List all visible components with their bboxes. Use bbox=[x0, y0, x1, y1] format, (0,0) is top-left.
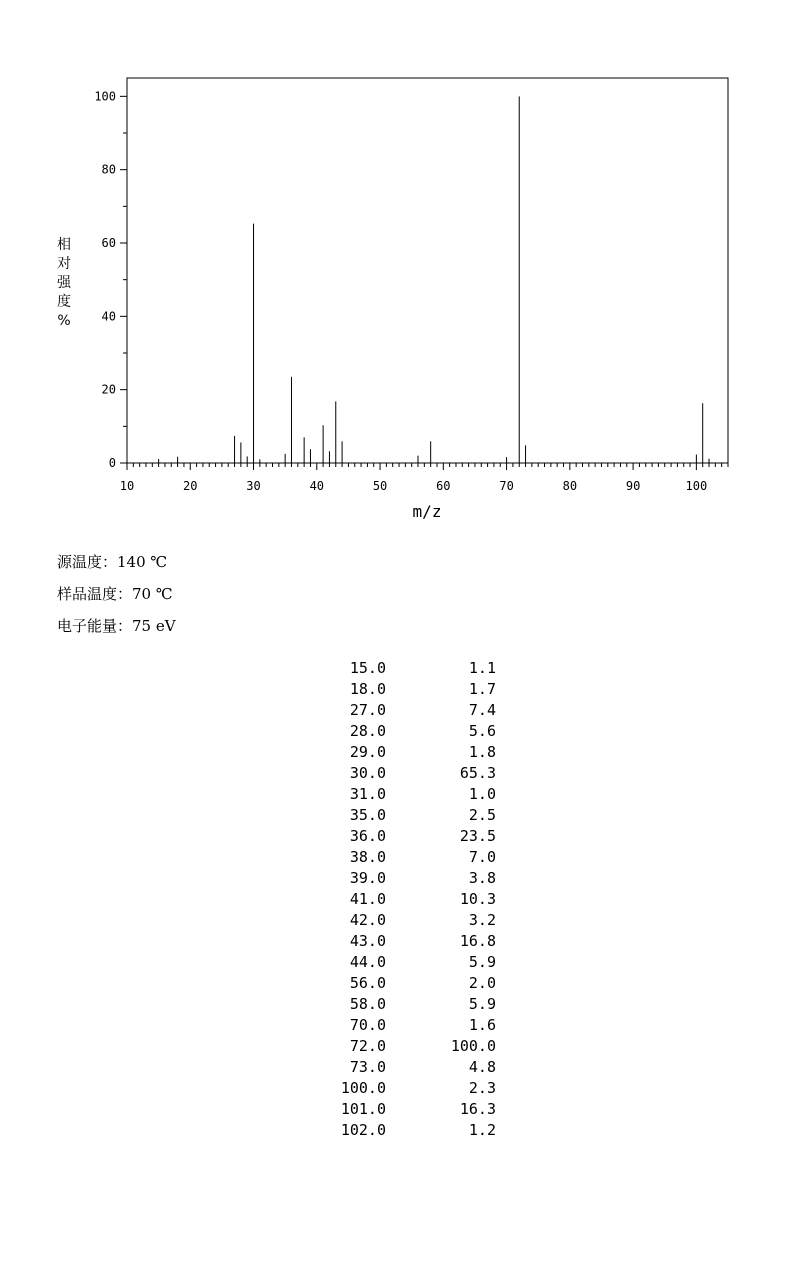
electron-energy: 电子能量：75 eV bbox=[57, 617, 176, 635]
table-row bbox=[300, 742, 496, 763]
mz-cell: 56.0 bbox=[349, 974, 386, 992]
x-tick-label: 50 bbox=[372, 479, 388, 493]
mz-cell: 35.0 bbox=[349, 806, 386, 824]
table-row bbox=[300, 679, 496, 700]
y-axis-title-char: 相 bbox=[57, 237, 71, 253]
intensity-cell: 1.6 bbox=[468, 1016, 496, 1034]
table-row bbox=[300, 847, 496, 868]
table-row bbox=[300, 910, 496, 931]
y-tick-label: 80 bbox=[101, 162, 116, 177]
mz-cell: 15.0 bbox=[349, 659, 386, 677]
peak-table bbox=[300, 658, 496, 1141]
table-row bbox=[300, 889, 496, 910]
y-axis-title bbox=[57, 236, 72, 329]
intensity-cell: 1.1 bbox=[468, 659, 496, 677]
mz-cell: 42.0 bbox=[349, 911, 386, 929]
y-tick-label: 100 bbox=[94, 89, 116, 104]
intensity-cell: 23.5 bbox=[459, 827, 496, 845]
table-row bbox=[300, 994, 496, 1015]
y-axis-title-char: 强 bbox=[57, 275, 71, 291]
x-tick-label: 10 bbox=[119, 479, 135, 493]
mz-cell: 28.0 bbox=[349, 722, 386, 740]
intensity-cell: 16.8 bbox=[459, 932, 496, 950]
table-row bbox=[300, 826, 496, 847]
table-row bbox=[300, 973, 496, 994]
mz-cell: 18.0 bbox=[349, 680, 386, 698]
mz-cell: 31.0 bbox=[349, 785, 386, 803]
table-row bbox=[300, 1057, 496, 1078]
table-row bbox=[300, 1015, 496, 1036]
mz-cell: 73.0 bbox=[349, 1058, 386, 1076]
table-row bbox=[300, 931, 496, 952]
intensity-cell: 3.2 bbox=[468, 911, 496, 929]
intensity-cell: 7.0 bbox=[468, 848, 496, 866]
mz-cell: 38.0 bbox=[349, 848, 386, 866]
table-row bbox=[300, 1078, 496, 1099]
mz-cell: 44.0 bbox=[349, 953, 386, 971]
x-tick-labels bbox=[120, 479, 707, 493]
y-axis-title-char: 度 bbox=[57, 294, 71, 310]
intensity-cell: 10.3 bbox=[459, 890, 496, 908]
table-row bbox=[300, 868, 496, 889]
mz-cell: 58.0 bbox=[349, 995, 386, 1013]
table-row bbox=[300, 721, 496, 742]
table-row bbox=[300, 763, 496, 784]
intensity-cell: 4.8 bbox=[468, 1058, 496, 1076]
sample-temperature: 样品温度：70 ℃ bbox=[57, 585, 173, 603]
y-axis-title-char: % bbox=[57, 313, 71, 329]
intensity-cell: 1.0 bbox=[468, 785, 496, 803]
table-row bbox=[300, 1099, 496, 1120]
y-tick-labels bbox=[94, 89, 116, 470]
axis-ticks bbox=[120, 96, 728, 470]
mz-cell: 29.0 bbox=[349, 743, 386, 761]
intensity-cell: 5.9 bbox=[468, 953, 496, 971]
table-row bbox=[300, 805, 496, 826]
intensity-cell: 1.8 bbox=[468, 743, 496, 761]
intensity-cell: 2.0 bbox=[468, 974, 496, 992]
mz-cell: 70.0 bbox=[349, 1016, 386, 1034]
peak-bars bbox=[159, 96, 709, 463]
mz-cell: 101.0 bbox=[340, 1100, 386, 1118]
intensity-cell: 5.6 bbox=[468, 722, 496, 740]
table-row bbox=[300, 1120, 496, 1141]
table-row bbox=[300, 1036, 496, 1057]
intensity-cell: 65.3 bbox=[459, 764, 496, 782]
intensity-cell: 5.9 bbox=[468, 995, 496, 1013]
x-tick-label: 80 bbox=[562, 479, 578, 493]
y-tick-label: 60 bbox=[101, 236, 116, 250]
intensity-cell: 1.2 bbox=[468, 1121, 496, 1139]
mz-cell: 36.0 bbox=[349, 827, 386, 845]
x-tick-label: 30 bbox=[246, 479, 261, 493]
x-tick-label: 90 bbox=[625, 479, 641, 493]
mz-cell: 102.0 bbox=[340, 1121, 386, 1139]
mz-cell: 30.0 bbox=[349, 764, 386, 782]
intensity-cell: 3.8 bbox=[468, 869, 496, 887]
x-tick-label: 60 bbox=[436, 479, 451, 493]
mz-cell: 43.0 bbox=[349, 932, 386, 950]
intensity-cell: 100.0 bbox=[450, 1037, 496, 1055]
x-tick-label: 20 bbox=[183, 479, 198, 493]
table-row bbox=[300, 952, 496, 973]
mz-cell: 41.0 bbox=[349, 890, 386, 908]
x-tick-label: 40 bbox=[309, 479, 325, 493]
x-tick-label: 100 bbox=[685, 479, 708, 493]
mz-cell: 39.0 bbox=[349, 869, 386, 887]
table-row bbox=[300, 658, 496, 679]
x-axis-title: m/z bbox=[412, 502, 442, 521]
mz-cell: 100.0 bbox=[340, 1079, 386, 1097]
intensity-cell: 1.7 bbox=[468, 680, 496, 698]
mz-cell: 72.0 bbox=[349, 1037, 386, 1055]
y-tick-label: 40 bbox=[101, 309, 116, 324]
x-tick-label: 70 bbox=[499, 479, 514, 493]
table-row bbox=[300, 784, 496, 805]
intensity-cell: 2.3 bbox=[468, 1079, 496, 1097]
intensity-cell: 7.4 bbox=[468, 701, 496, 719]
table-row bbox=[300, 700, 496, 721]
intensity-cell: 16.3 bbox=[459, 1100, 496, 1118]
y-tick-label: 20 bbox=[101, 382, 116, 397]
mz-cell: 27.0 bbox=[349, 701, 386, 719]
intensity-cell: 2.5 bbox=[468, 806, 496, 824]
y-tick-label: 0 bbox=[108, 456, 116, 470]
mass-spectrum-chart bbox=[0, 0, 794, 540]
y-axis-title-char: 对 bbox=[57, 256, 71, 272]
source-temperature: 源温度：140 ℃ bbox=[57, 553, 168, 571]
plot-frame bbox=[127, 78, 728, 463]
